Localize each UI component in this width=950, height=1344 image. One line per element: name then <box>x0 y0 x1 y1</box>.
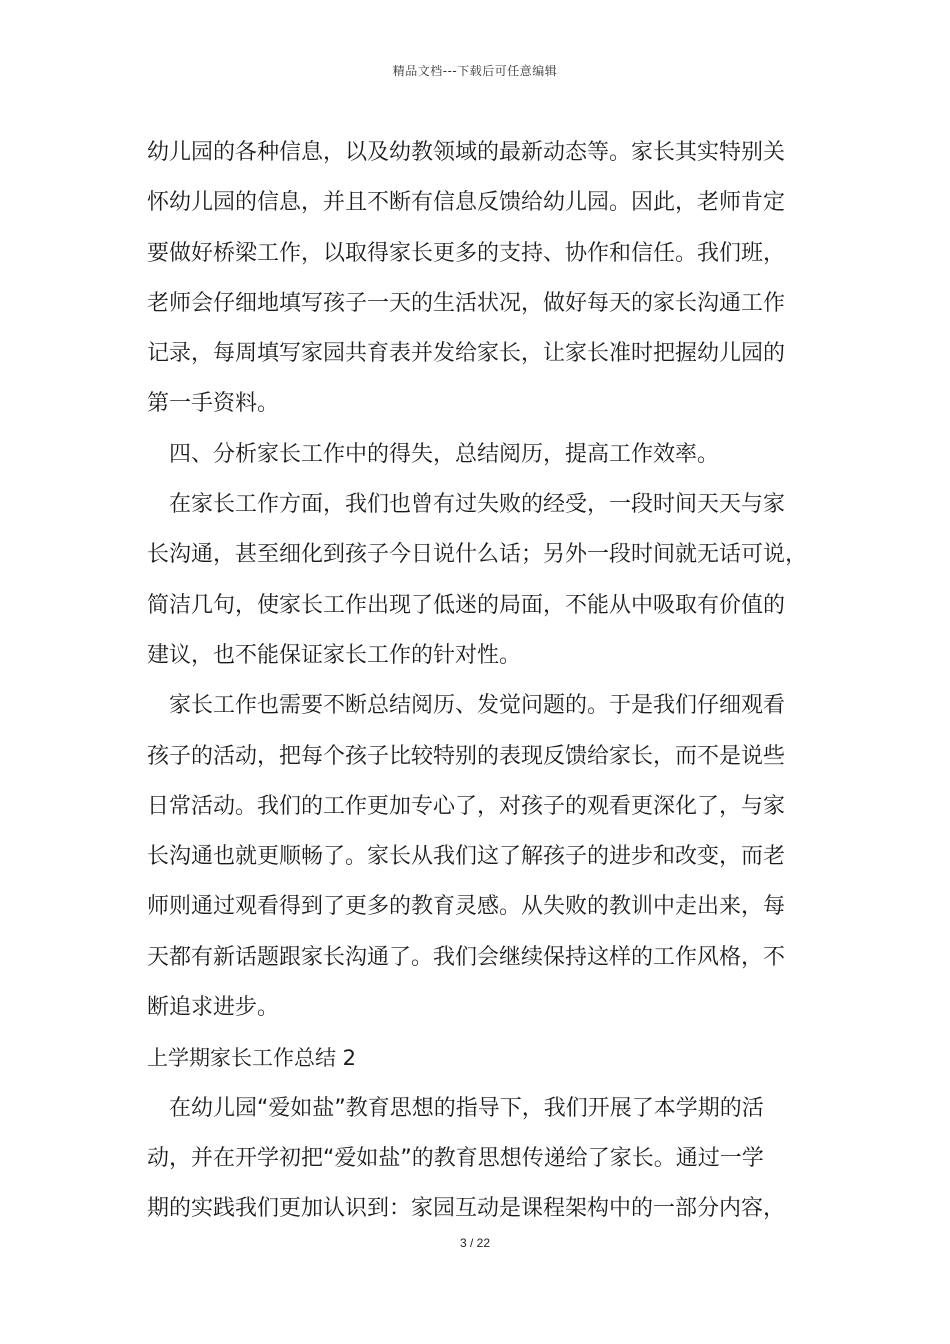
body-line: 家长工作也需要不断总结阅历、发觉问题的。于是我们仔细观看 <box>169 693 786 719</box>
page-header: 精品文档---下载后可任意编辑 <box>392 64 558 78</box>
document-body <box>147 128 817 1235</box>
body-line: 简洁几句，使家长工作出现了低迷的局面，不能从中吸取有价值的 <box>147 592 786 618</box>
body-line: 天都有新话题跟家长沟通了。我们会继续保持这样的工作风格，不 <box>147 944 786 970</box>
body-line: 建议，也不能保证家长工作的针对性。 <box>147 642 522 668</box>
body-line: 老师会仔细地填写孩子一天的生活状况，做好每天的家长沟通工作 <box>147 290 786 316</box>
body-line: 要做好桥梁工作，以取得家长更多的支持、协作和信任。我们班， <box>147 240 786 266</box>
body-line: 孩子的活动，把每个孩子比较特别的表现反馈给家长，而不是说些 <box>147 743 786 769</box>
body-line: 怀幼儿园的信息，并且不断有信息反馈给幼儿园。因此，老师肯定 <box>147 190 786 216</box>
body-line: 动，并在开学初把“爱如盐”的教育思想传递给了家长。通过一学 <box>147 1145 764 1171</box>
body-line: 期的实践我们更加认识到：家园互动是课程架构中的一部分内容， <box>147 1196 786 1222</box>
body-line: 长沟通也就更顺畅了。家长从我们这了解孩子的进步和改变，而老 <box>147 844 786 870</box>
body-line: 在家长工作方面，我们也曾有过失败的经受，一段时间天天与家 <box>169 492 786 518</box>
section-heading: 四、分析家长工作中的得失，总结阅历，提高工作效率。 <box>169 441 720 467</box>
body-line: 断追求进步。 <box>147 995 280 1021</box>
body-line: 长沟通，甚至细化到孩子今日说什么话；另外一段时间就无话可说， <box>147 542 808 568</box>
body-line: 师则通过观看得到了更多的教育灵感。从失败的教训中走出来，每 <box>147 894 786 920</box>
body-line: 在幼儿园“爱如盐”教育思想的指导下，我们开展了本学期的活 <box>169 1095 764 1121</box>
body-line: 第一手资料。 <box>147 391 280 417</box>
document-subtitle: 上学期家长工作总结 2 <box>147 1046 357 1071</box>
body-line: 记录，每周填写家园共育表并发给家长，让家长准时把握幼儿园的 <box>147 341 786 367</box>
body-line: 日常活动。我们的工作更加专心了，对孩子的观看更深化了，与家 <box>147 793 786 819</box>
page-number: 3 / 22 <box>459 1236 491 1250</box>
body-line: 幼儿园的各种信息，以及幼教领域的最新动态等。家长其实特别关 <box>147 140 786 165</box>
